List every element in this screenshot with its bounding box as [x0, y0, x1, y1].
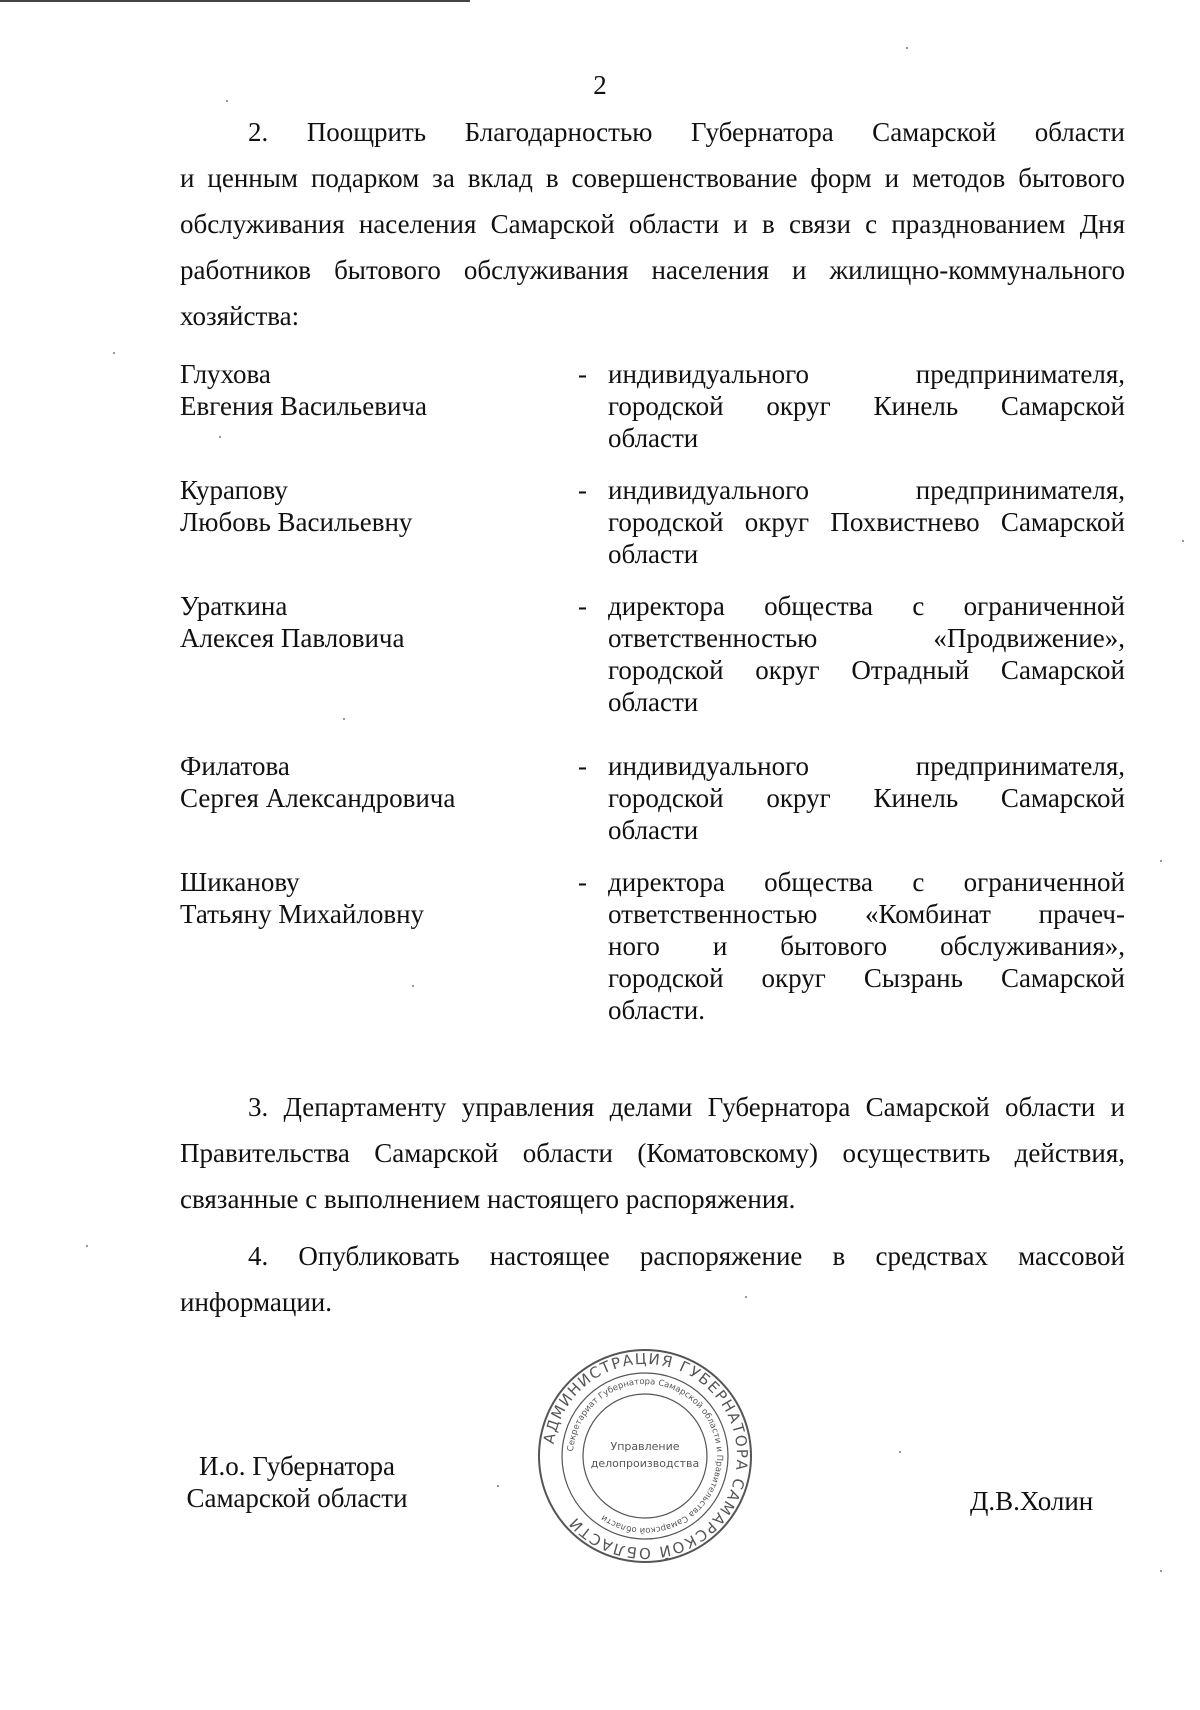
awardee-surname: Курапову	[180, 475, 288, 505]
official-seal	[535, 1346, 755, 1566]
scan-speck	[219, 436, 221, 438]
scan-speck	[226, 100, 228, 102]
paragraph-2-line: и ценным подарком за вклад в совершенствование форм и методов бытового	[180, 163, 1125, 193]
awardee-item	[180, 358, 1125, 474]
scan-speck	[1182, 540, 1184, 542]
seal-center-line: делопроизводства	[590, 1457, 700, 1470]
awardee-dash: -	[578, 359, 587, 389]
awardee-given-name: Алексея Павловича	[180, 623, 405, 653]
scan-speck	[86, 1245, 88, 1247]
paragraph-4	[180, 1233, 1125, 1325]
paragraph-2	[180, 109, 1125, 339]
awardee-name	[180, 358, 570, 422]
paragraph-4-line: 4. Опубликовать настоящее распоряжение в средствах массовой	[248, 1241, 1125, 1271]
signatory-name: Д.В.Холин	[970, 1486, 1094, 1516]
awardee-given-name: Татьяну Михайловну	[180, 899, 425, 929]
signatory-title-line: Самарской области	[186, 1483, 408, 1513]
awardee-item	[180, 866, 1125, 1036]
scan-speck	[906, 47, 908, 49]
awardee-description	[608, 866, 1125, 1026]
awardee-surname: Глухова	[180, 359, 271, 389]
seal-inner-ring	[583, 1394, 707, 1518]
awardee-name	[180, 866, 570, 930]
seal-inner-text: Секретариат Губернатора Самарской области и Правительства Самарской области	[566, 1376, 725, 1536]
paragraph-4-line: информации.	[180, 1287, 332, 1317]
awardee-description	[608, 750, 1125, 846]
awardee-dash: -	[578, 867, 587, 897]
scan-speck	[899, 1451, 901, 1453]
description-line: ного и бытового обслуживания»,	[608, 931, 1125, 961]
awardee-dash: -	[578, 751, 587, 781]
awardee-surname: Ураткина	[180, 591, 288, 621]
scan-speck	[745, 1296, 747, 1298]
seal-middle-ring	[562, 1373, 728, 1539]
description-line: ответственностью «Комбинат прачеч-	[608, 899, 1125, 929]
awardee-given-name: Сергея Александровича	[180, 783, 456, 813]
description-line: ответственностью «Продвижение»,	[608, 623, 1125, 653]
description-line: индивидуального предпринимателя,	[608, 359, 1125, 389]
paragraph-2-line: 2. Поощрить Благодарностью Губернатора Самарской области	[248, 117, 1125, 147]
awardee-surname: Шиканову	[180, 867, 300, 897]
awardee-given-name: Любовь Васильевну	[180, 507, 413, 537]
paragraph-2-line: обслуживания населения Самарской области и в связи с празднованием Дня	[180, 209, 1125, 239]
paragraph-3-line: 3. Департаменту управления делами Губернатора Самарской области и	[248, 1092, 1125, 1122]
scan-speck	[497, 1485, 499, 1487]
awardee-item	[180, 750, 1125, 866]
awardee-name	[180, 474, 570, 538]
description-line: городской округ Похвистнево Самарской	[608, 507, 1125, 537]
description-line: области	[608, 687, 699, 717]
signatory-title-line: И.о. Губернатора	[198, 1451, 395, 1481]
description-line: области	[608, 815, 699, 845]
paragraph-3-line: связанные с выполнением настоящего распоряжения.	[180, 1184, 796, 1214]
awardee-given-name: Евгения Васильевича	[180, 391, 427, 421]
awardee-dash: -	[578, 591, 587, 621]
scan-speck	[113, 352, 115, 354]
paragraph-2-line: работников бытового обслуживания населения и жилищно-коммунального	[180, 255, 1125, 285]
awardee-list	[180, 358, 1125, 1036]
description-line: директора общества с ограниченной	[608, 867, 1125, 897]
seal-outer-text: АДМИНИСТРАЦИЯ ГУБЕРНАТОРА САМАРСКОЙ ОБЛАСТИ	[539, 1349, 752, 1563]
seal-center-line: Управление	[610, 1440, 680, 1453]
paragraph-3	[180, 1084, 1125, 1222]
awardee-dash: -	[578, 475, 587, 505]
description-line: индивидуального предпринимателя,	[608, 475, 1125, 505]
signatory-title	[172, 1450, 422, 1514]
awardee-name	[180, 590, 570, 654]
description-line: городской округ Кинель Самарской	[608, 391, 1125, 421]
scan-speck	[343, 718, 345, 720]
scan-speck	[1160, 1570, 1162, 1572]
description-line: директора общества с ограниченной	[608, 591, 1125, 621]
scan-speck	[1160, 860, 1162, 862]
description-line: городской округ Кинель Самарской	[608, 783, 1125, 813]
awardee-item	[180, 590, 1125, 750]
description-line: городской округ Сызрань Самарской	[608, 963, 1125, 993]
scan-speck	[412, 985, 414, 987]
description-line: городской округ Отрадный Самарской	[608, 655, 1125, 685]
awardee-item	[180, 474, 1125, 590]
awardee-description	[608, 358, 1125, 454]
paragraph-2-line: хозяйства:	[180, 301, 300, 331]
awardee-surname: Филатова	[180, 751, 290, 781]
paragraph-3-line: Правительства Самарской области (Коматовскому) осуществить действия,	[180, 1138, 1125, 1168]
awardee-name	[180, 750, 570, 814]
description-line: области	[608, 423, 699, 453]
description-line: индивидуального предпринимателя,	[608, 751, 1125, 781]
awardee-description	[608, 590, 1125, 718]
awardee-description	[608, 474, 1125, 570]
page-number: 2	[593, 70, 607, 100]
description-line: области	[608, 539, 699, 569]
top-border-line	[0, 0, 470, 2]
description-line: области.	[608, 995, 706, 1025]
